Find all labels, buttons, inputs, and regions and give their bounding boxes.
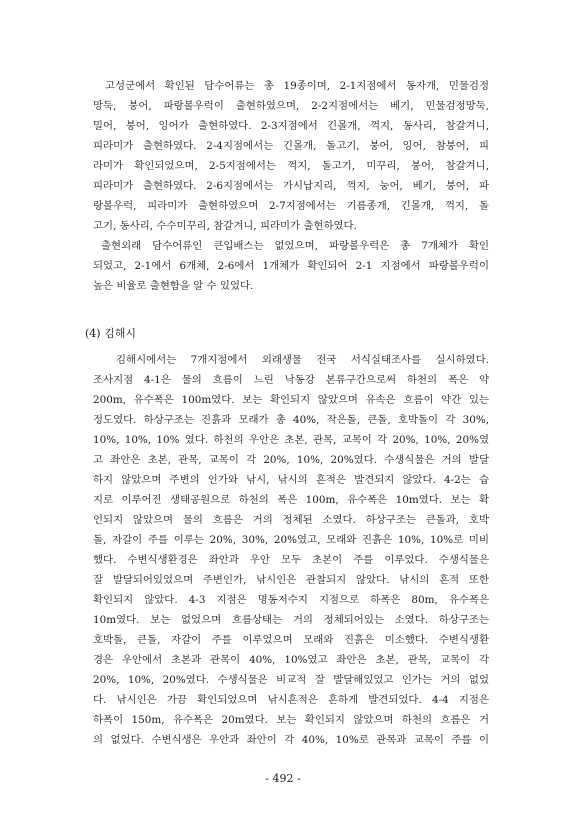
text-line: 지로 이루어진 생태공원으로 하천의 폭은 100m, 유수폭은 10m였다. 보는 확 [93,494,489,506]
text-line: 밀어, 붕어, 잉어가 출현하였다. 2-3지점에서 긴몰개, 꺽지, 동사리, 참갈겨니, [93,120,489,132]
text-line: 20%, 10%, 20%였다. 수생식물은 비교적 잘 발달해있었고 인가는 거의 없었 [93,674,489,686]
text-line: 했다. 수변식생환경은 좌안과 우안 모두 초본이 주를 이루었다. 수생식물은 [93,554,489,566]
text-line: 김해시에서는 7개지점에서 외래생물 전국 서식실태조사를 실시하였다. [116,354,489,366]
text-line: 10m였다. 보는 없었으며 흐름상태는 거의 정체되어있는 소였다. 하상구조는 [93,614,489,626]
text-line: 고 좌안은 초본, 관목, 교목이 각 20%, 10%, 20%였다. 수생식물은 거의 발달 [93,454,489,466]
text-line: 고기, 동사리, 수수미꾸리, 참갈겨니, 피라미가 출현하였다. [93,220,357,232]
text-line: 경은 우안에서 초본과 관목이 40%, 10%였고 좌안은 초본, 관목, 교목이 각 [93,654,489,666]
text-line: 인되지 않았으며 물의 흐름은 거의 정체된 소였다. 하상구조는 큰돌과, 호박 [93,514,489,526]
text-line: 하폭이 150m, 유수폭은 20m였다. 보는 확인되지 않았으며 하천의 흐름은 거 [93,714,489,726]
text-line: 10%, 10%, 10% 였다. 하천의 우안은 초본, 관목, 교목이 각 20%, 10%, 20%였 [93,434,489,446]
section-heading: (4) 김해시 [85,327,136,340]
text-line: 200m, 유수폭은 100m였다. 보는 확인되지 않았으며 유속은 흐름이 약간 있는 [93,394,489,406]
text-line: 출현외래 담수어류인 큰입배스는 없었으며, 파랑볼우럭은 총 7개체가 확인 [101,240,489,252]
page-number: - 492 - [265,772,301,785]
text-line: 돌, 자갈이 주를 이루는 20%, 30%, 20%였고, 모래와 진흙은 10%, 10%로 미비 [93,534,489,546]
text-line: 랑볼우럭, 피라미가 출현하였으며 2-7지점에서는 기름종개, 긴몰개, 꺽지, 돌 [93,200,489,212]
text-line: 정도였다. 하상구조는 진흙과 모래가 총 40%, 작은돌, 큰돌, 호박돌이 각 30%, [93,414,489,426]
text-line: 하지 않았으며 주변의 인가와 낚시, 낚시의 흔적은 발견되지 않았다. 4-2는 습 [93,474,489,486]
text-line: 고성군에서 확인된 담수어류는 총 19종이며, 2-1지점에서 동자개, 민물검정 [105,80,489,92]
text-line: 호박돌, 큰돌, 자갈이 주를 이루었으며 모래와 진흙은 미소했다. 수변식생환 [93,634,489,646]
text-line: 피라미가 출현하였다. 2-6지점에서는 가시납지리, 꺽지, 눙어, 베기, 붕어, 파 [93,180,489,192]
text-line: 망둑, 붕어, 파랑볼우럭이 출현하였으며, 2-2지점에서는 베기, 민물검정망둑, [93,100,489,112]
text-line: 높은 비율로 출현함을 알 수 있었다. [93,280,254,292]
text-line: 피라미가 출현하였다. 2-4지점에서는 긴몰개, 돌고기, 붕어, 잉어, 참붕어, 피 [93,140,489,152]
text-line: 확인되지 않았다. 4-3 지점은 명동저수지 지점으로 하폭은 80m, 유수폭은 [93,594,489,606]
text-line: 조사지점 4-1은 물의 흐름이 느린 낙동강 본류구간으로써 하천의 폭은 약 [93,374,489,386]
text-line: 의 없었다. 수변식생은 우안과 좌안이 각 40%, 10%로 관목과 교목이 주를 이 [93,734,489,746]
text-line: 라미가 확인되었으며, 2-5지점에서는 꺽지, 돌고기, 미꾸리, 붕어, 참갈겨니, [93,160,489,172]
text-line: 다. 낚시인은 가끔 확인되었으며 낚시흔적은 흔하게 발견되었다. 4-4 지점은 [93,694,489,706]
text-line: 잘 발달되어있었으며 주변인가, 낚시인은 관찰되지 않았다. 낚시의 흔적 또한 [93,574,489,586]
text-line: 되었고, 2-1에서 6개체, 2-6에서 1개체가 확인되어 2-1 지점에서 파랑볼우럭이 [93,260,489,272]
